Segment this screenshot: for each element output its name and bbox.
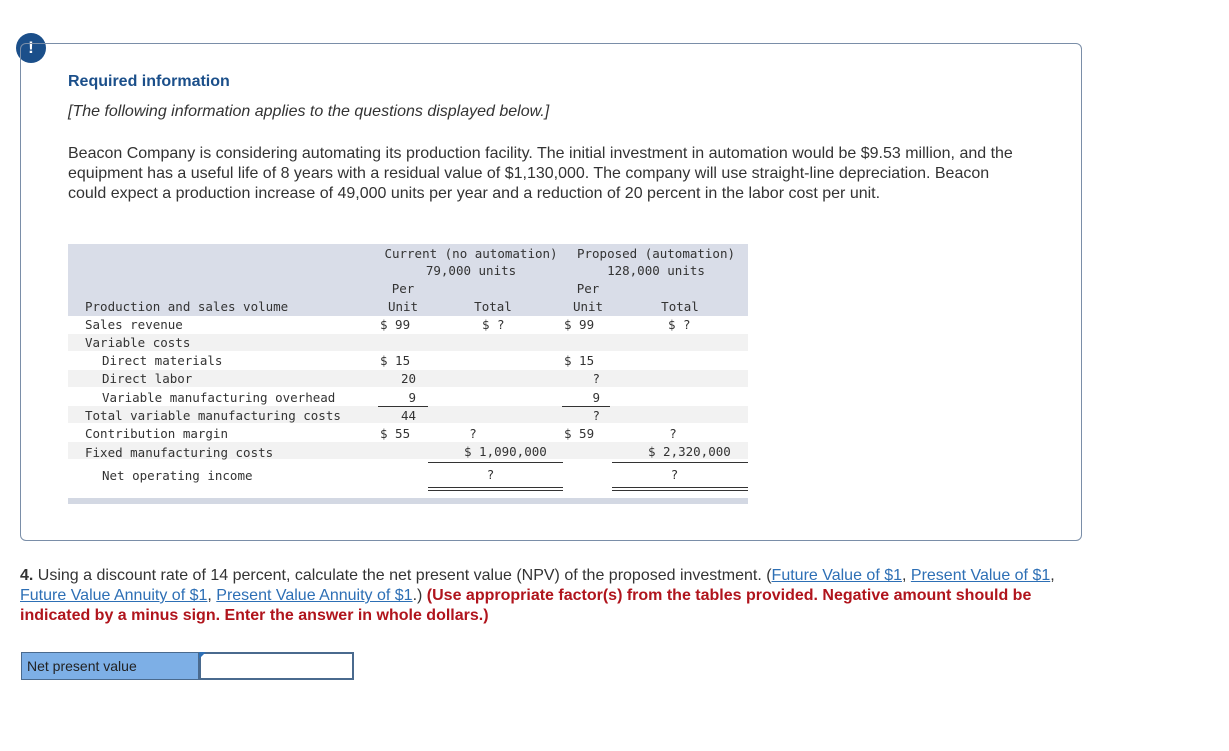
col-unit: Unit [572, 299, 604, 314]
link-future-value-annuity[interactable]: Future Value Annuity of $1 [20, 587, 208, 604]
cur-unit-dm: $ 15 [380, 353, 411, 368]
cur-unit-tvc: 44 [400, 408, 416, 423]
question-number: 4. [20, 567, 34, 584]
cur-total-fixed: $ 1,090,000 [464, 444, 547, 459]
label-sales-revenue: Sales revenue [85, 317, 183, 332]
current-header: Current (no automation) [384, 246, 558, 261]
link-present-value[interactable]: Present Value of $1 [910, 567, 1051, 584]
current-units: 79,000 units [425, 263, 517, 278]
npv-input[interactable] [199, 652, 354, 680]
pro-total-cm: ? [669, 426, 677, 441]
pro-unit-sales: $ 99 [564, 317, 595, 332]
label-contribution-margin: Contribution margin [85, 426, 228, 441]
label-direct-materials: Direct materials [102, 353, 223, 368]
cur-total-sales: $ ? [482, 317, 505, 332]
link-separator: , [207, 587, 217, 604]
pro-unit-voh: 9 [592, 390, 600, 405]
pro-total-noi: ? [670, 467, 679, 482]
cur-unit-sales: $ 99 [380, 317, 411, 332]
link-separator: , [1050, 567, 1055, 584]
table-footer-bar [68, 498, 748, 504]
input-marker-icon [199, 652, 206, 659]
link-separator: , [902, 567, 911, 584]
scenario-text: Beacon Company is considering automating its production facility. The initial investment in automation would be $9.53 million, and the equipment has a useful life of 8 years with a residual value of $1,130,000. The company will use straight-line depreciation. Beacon could expect a production increase of 49,000 units per year and a reduction of 20 percent in the labor cost per unit. [68, 145, 1013, 202]
pro-unit-tvc: ? [592, 408, 600, 423]
col-per: Per [391, 281, 415, 296]
underline [612, 462, 748, 463]
cur-total-noi: ? [486, 467, 495, 482]
col-unit: Unit [387, 299, 419, 314]
label-fixed-costs: Fixed manufacturing costs [85, 445, 274, 460]
link-present-value-annuity[interactable]: Present Value Annuity of $1 [216, 587, 413, 604]
double-underline [612, 487, 748, 491]
alert-icon: ! [16, 33, 46, 63]
cur-unit-voh: 9 [408, 390, 416, 405]
pro-unit-dm: $ 15 [564, 353, 595, 368]
income-statement-table [68, 244, 748, 506]
pro-total-sales: $ ? [668, 317, 691, 332]
pro-unit-cm: $ 59 [564, 426, 595, 441]
cur-unit-cm: $ 55 [380, 426, 411, 441]
col-per: Per [576, 281, 600, 296]
label-variable-overhead: Variable manufacturing overhead [102, 390, 336, 405]
label-net-operating-income: Net operating income [102, 468, 253, 483]
cur-total-cm: ? [469, 426, 477, 441]
col-total: Total [474, 299, 512, 314]
label-variable-costs: Variable costs [85, 335, 191, 350]
pro-unit-dl: ? [592, 371, 600, 386]
label-direct-labor: Direct labor [102, 371, 193, 386]
required-info-title: Required information [68, 73, 230, 90]
link-future-value[interactable]: Future Value of $1 [771, 567, 902, 584]
question-instruction: (Use appropriate factor(s) from the tables provided. Negative amount should be indicated by a minus sign. Enter the answer in whole dollars.) [20, 587, 1032, 624]
question-body: Using a discount rate of 14 percent, calculate the net present value (NPV) of the proposed investment. ( [37, 567, 772, 584]
underline [562, 406, 610, 407]
label-production-volume: Production and sales volume [85, 299, 289, 314]
col-total: Total [661, 299, 699, 314]
question-text [20, 566, 1080, 626]
underline [428, 462, 563, 463]
label-total-variable-costs: Total variable manufacturing costs [85, 408, 341, 423]
underline [378, 406, 428, 407]
proposed-units: 128,000 units [607, 263, 705, 278]
npv-label: Net present value [21, 652, 199, 680]
proposed-header: Proposed (automation) [576, 246, 736, 261]
link-close: .) [412, 587, 423, 604]
intro-text: [The following information applies to the questions displayed below.] [68, 103, 550, 120]
double-underline [428, 487, 563, 491]
cur-unit-dl: 20 [400, 371, 416, 386]
pro-total-fixed: $ 2,320,000 [648, 444, 731, 459]
